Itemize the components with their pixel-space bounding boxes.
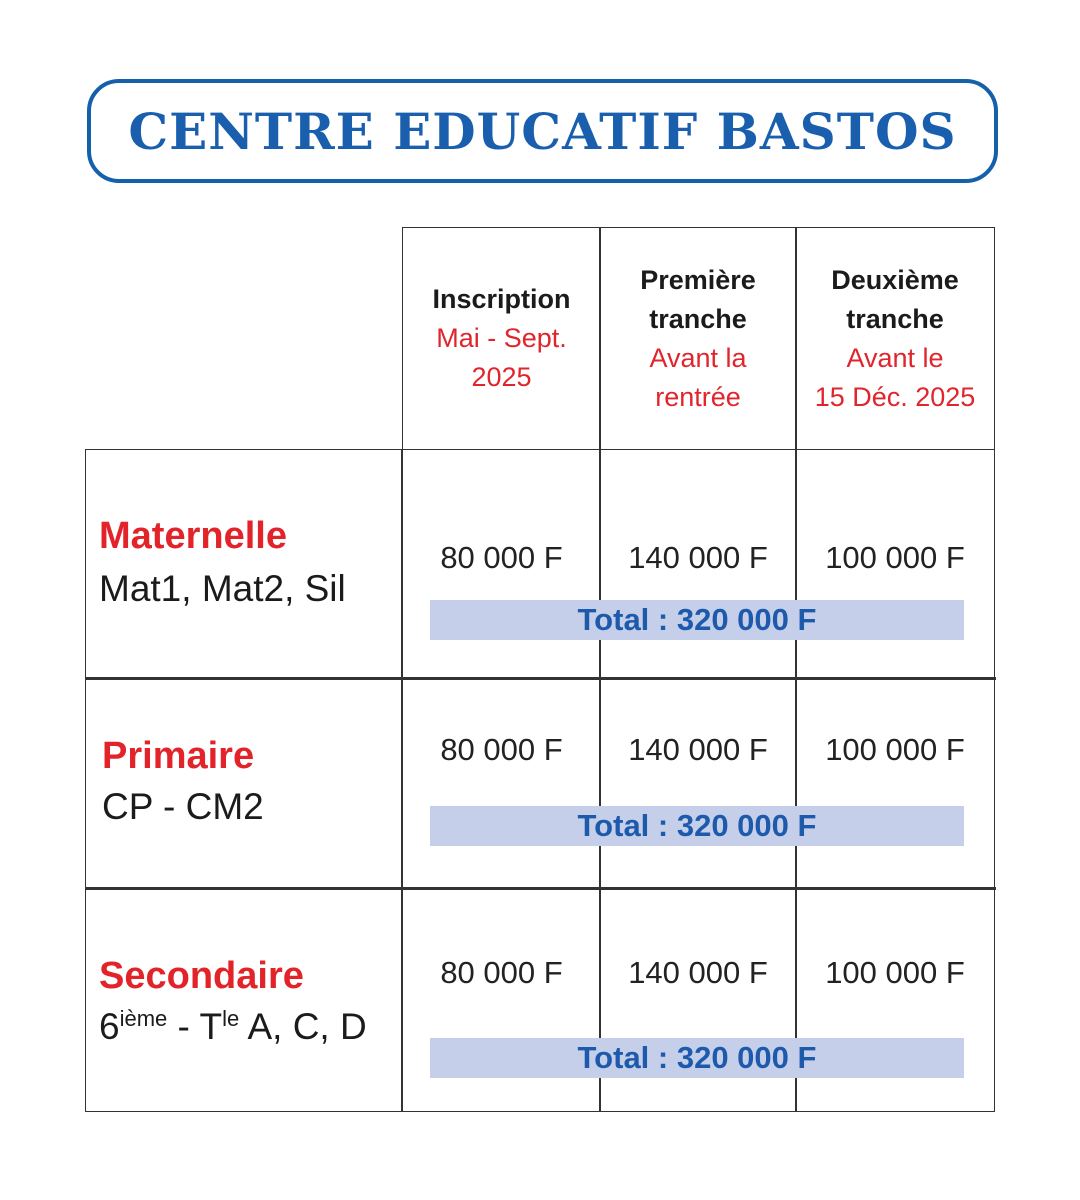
amount-deuxieme-tranche: 100 000 F — [825, 540, 965, 575]
header-sub: 15 Déc. 2025 — [814, 381, 976, 412]
superscript-le: le — [222, 1006, 240, 1031]
header-name: tranche — [649, 303, 747, 334]
header-name: tranche — [846, 303, 944, 334]
level-classes: Mat1, Mat2, Sil — [99, 568, 346, 609]
header-sub: rentrée — [655, 381, 741, 412]
level-name: Primaire — [102, 735, 255, 777]
amount-inscription: 80 000 F — [440, 732, 563, 767]
header-sub: Avant le — [846, 342, 944, 373]
amount-inscription: 80 000 F — [440, 540, 563, 575]
header-premiere-tranche — [599, 227, 797, 450]
amount-premiere-tranche: 140 000 F — [628, 540, 768, 575]
header-sub: Avant la — [649, 342, 747, 373]
amount-premiere-tranche: 140 000 F — [628, 955, 768, 990]
amount-premiere-tranche: 140 000 F — [628, 732, 768, 767]
header-inscription — [402, 227, 601, 450]
header-name: Première — [640, 264, 756, 295]
title-box — [87, 79, 998, 183]
amount-inscription: 80 000 F — [440, 955, 563, 990]
total-bar: Total : 320 000 F — [430, 600, 964, 640]
level-classes-part: 6 — [99, 1006, 120, 1047]
header-name: Deuxième — [831, 264, 959, 295]
header-name: Inscription — [432, 284, 571, 314]
row-divider — [85, 887, 996, 890]
level-classes — [99, 1006, 367, 1048]
level-name: Secondaire — [99, 955, 304, 997]
amount-deuxieme-tranche: 100 000 F — [825, 732, 965, 767]
header-sub: 2025 — [471, 362, 532, 392]
total-bar: Total : 320 000 F — [430, 806, 964, 846]
level-name: Maternelle — [99, 515, 287, 557]
level-classes-part: - T — [167, 1006, 223, 1047]
amount-deuxieme-tranche: 100 000 F — [825, 955, 965, 990]
total-bar: Total : 320 000 F — [430, 1038, 964, 1078]
superscript-ieme: ième — [119, 1006, 168, 1031]
header-sub: Mai - Sept. — [436, 323, 567, 353]
page-title: CENTRE EDUCATIF BASTOS — [128, 101, 957, 161]
row-divider — [85, 677, 996, 680]
level-classes-part: A, C, D — [239, 1006, 367, 1047]
level-classes: CP - CM2 — [102, 786, 264, 827]
header-deuxieme-tranche — [795, 227, 995, 450]
